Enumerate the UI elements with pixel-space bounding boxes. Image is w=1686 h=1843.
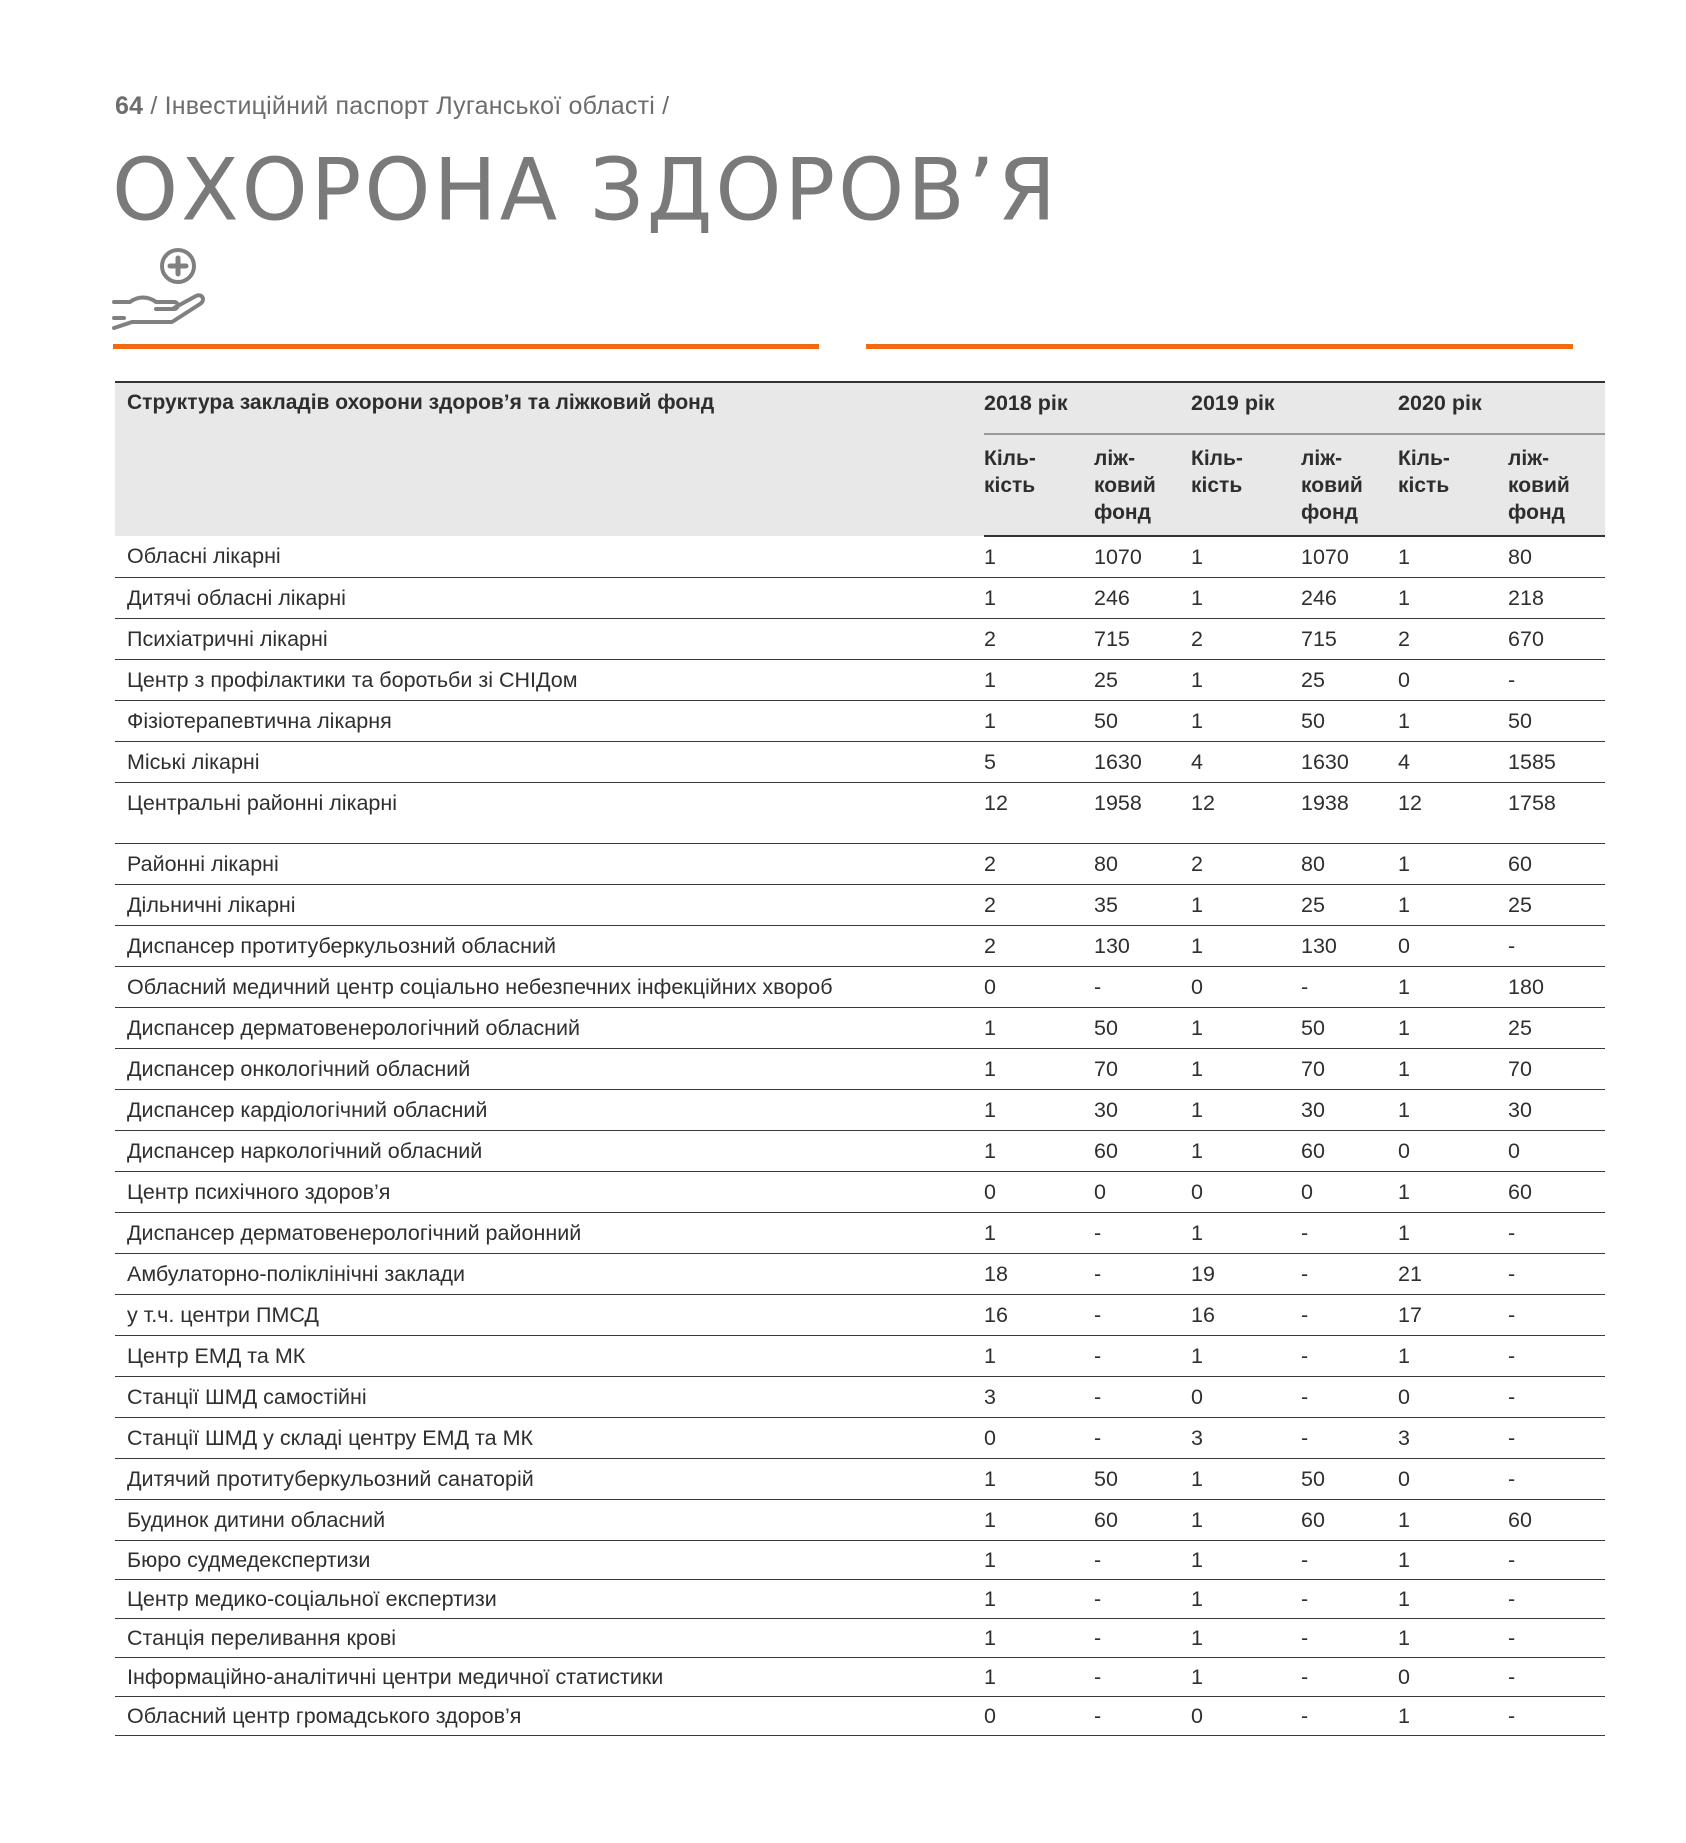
document-title: Інвестиційний паспорт Луганської області [164,92,655,120]
count-2020-cell: 1 [1398,1541,1508,1580]
facility-name-cell: у т.ч. центри ПМСД [115,1295,984,1336]
beds-2018-cell: - [1094,1336,1191,1377]
beds-2020-cell: 1585 [1508,742,1605,783]
beds-2019-cell: 50 [1301,1008,1398,1049]
beds-2020-cell: 80 [1508,536,1605,578]
beds-2018-cell: 70 [1094,1049,1191,1090]
beds-2020-cell: - [1508,926,1605,967]
beds-2019-cell: - [1301,1213,1398,1254]
count-2020-cell: 4 [1398,742,1508,783]
beds-2019-cell: - [1301,1377,1398,1418]
count-2018-cell: 1 [984,1459,1094,1500]
count-2019-cell: 16 [1191,1295,1301,1336]
table-row [115,1254,1605,1295]
page-title: ОХОРОНА ЗДОРОВ’Я [112,140,1059,240]
table-row [115,1500,1605,1541]
count-2020-cell: 1 [1398,967,1508,1008]
count-header: Кіль- кість [1398,434,1508,536]
beds-2018-cell: 0 [1094,1172,1191,1213]
beds-2020-cell: 30 [1508,1090,1605,1131]
beds-2019-cell: 60 [1301,1500,1398,1541]
facility-name-cell: Центр медико-соціальної експертизи [115,1580,984,1619]
count-2018-cell: 1 [984,1131,1094,1172]
beds-2018-cell: - [1094,1580,1191,1619]
count-2020-cell: 1 [1398,536,1508,578]
count-2020-cell: 1 [1398,1213,1508,1254]
table-row [115,1377,1605,1418]
count-2020-cell: 1 [1398,844,1508,885]
beds-2018-cell: 1630 [1094,742,1191,783]
beds-2020-cell: - [1508,1213,1605,1254]
count-2019-cell: 1 [1191,1500,1301,1541]
count-header: Кіль- кість [1191,434,1301,536]
count-2020-cell: 0 [1398,1131,1508,1172]
facility-name-cell: Районні лікарні [115,844,984,885]
table-row [115,660,1605,701]
count-2018-cell: 0 [984,1418,1094,1459]
count-2018-cell: 18 [984,1254,1094,1295]
count-2020-cell: 0 [1398,1459,1508,1500]
facility-name-cell: Фізіотерапевтична лікарня [115,701,984,742]
beds-2020-cell: - [1508,1377,1605,1418]
count-2020-cell: 12 [1398,783,1508,844]
beds-2019-cell: 50 [1301,1459,1398,1500]
facility-name-cell: Дитячий протитуберкульозний санаторій [115,1459,984,1500]
accent-rule-left [113,344,819,349]
count-2019-cell: 0 [1191,1172,1301,1213]
table-row [115,885,1605,926]
beds-2018-cell: - [1094,1619,1191,1658]
count-2019-cell: 12 [1191,783,1301,844]
count-2018-cell: 1 [984,578,1094,619]
facility-name-cell: Психіатричні лікарні [115,619,984,660]
beds-2020-cell: - [1508,1295,1605,1336]
count-2018-cell: 12 [984,783,1094,844]
table-body [115,536,1605,1736]
count-2020-cell: 0 [1398,926,1508,967]
beds-2019-cell: 130 [1301,926,1398,967]
count-2018-cell: 0 [984,967,1094,1008]
beds-2018-cell: - [1094,967,1191,1008]
count-2018-cell: 1 [984,1008,1094,1049]
facility-name-cell: Дитячі обласні лікарні [115,578,984,619]
count-2020-cell: 1 [1398,1090,1508,1131]
beds-2020-cell: - [1508,660,1605,701]
beds-2019-cell: 25 [1301,885,1398,926]
beds-2020-cell: - [1508,1658,1605,1697]
table-row [115,742,1605,783]
count-2020-cell: 1 [1398,1697,1508,1736]
beds-2018-cell: 80 [1094,844,1191,885]
facility-name-cell: Центр психічного здоров’я [115,1172,984,1213]
table-row [115,1541,1605,1580]
beds-2019-cell: 246 [1301,578,1398,619]
page-number: 64 [115,92,144,120]
facility-name-cell: Станція переливання крові [115,1619,984,1658]
count-2018-cell: 2 [984,844,1094,885]
count-2018-cell: 1 [984,1619,1094,1658]
count-2020-cell: 1 [1398,1500,1508,1541]
count-2018-cell: 1 [984,1658,1094,1697]
beds-2018-cell: 246 [1094,578,1191,619]
table-row [115,619,1605,660]
healthcare-facilities-table [115,381,1605,1736]
beds-2019-cell: 70 [1301,1049,1398,1090]
beds-2020-cell: 70 [1508,1049,1605,1090]
accent-rule-right [866,344,1573,349]
header-separator: / [143,92,165,120]
beds-2019-cell: - [1301,1658,1398,1697]
count-2018-cell: 1 [984,536,1094,578]
beds-2019-cell: - [1301,1541,1398,1580]
count-2019-cell: 1 [1191,1090,1301,1131]
beds-2020-cell: - [1508,1459,1605,1500]
table-row [115,1336,1605,1377]
count-2018-cell: 1 [984,660,1094,701]
beds-header: ліж- ковий фонд [1301,434,1398,536]
table-row [115,967,1605,1008]
beds-2019-cell: 1070 [1301,536,1398,578]
beds-2018-cell: - [1094,1213,1191,1254]
year-2019-header: 2019 рік [1191,382,1398,434]
beds-2020-cell: 0 [1508,1131,1605,1172]
table-row [115,1697,1605,1736]
beds-2019-cell: 60 [1301,1131,1398,1172]
beds-2020-cell: 60 [1508,1500,1605,1541]
table-row [115,1295,1605,1336]
beds-2018-cell: 130 [1094,926,1191,967]
count-2019-cell: 1 [1191,1619,1301,1658]
count-2020-cell: 0 [1398,1658,1508,1697]
table-row [115,926,1605,967]
count-2020-cell: 21 [1398,1254,1508,1295]
beds-2019-cell: 1630 [1301,742,1398,783]
beds-2020-cell: 180 [1508,967,1605,1008]
beds-2018-cell: - [1094,1658,1191,1697]
count-2019-cell: 1 [1191,536,1301,578]
beds-2018-cell: - [1094,1697,1191,1736]
table-header-row [115,382,1605,434]
beds-header: ліж- ковий фонд [1094,434,1191,536]
facility-name-cell: Диспансер дерматовенерологічний обласний [115,1008,984,1049]
beds-2020-cell: 60 [1508,1172,1605,1213]
facility-name-cell: Диспансер онкологічний обласний [115,1049,984,1090]
count-2019-cell: 1 [1191,885,1301,926]
count-2020-cell: 1 [1398,701,1508,742]
facility-name-cell: Центральні районні лікарні [115,783,984,844]
table-row [115,1213,1605,1254]
facility-name-cell: Амбулаторно-поліклінічні заклади [115,1254,984,1295]
count-2019-cell: 1 [1191,1336,1301,1377]
count-2020-cell: 1 [1398,1008,1508,1049]
count-2018-cell: 3 [984,1377,1094,1418]
count-2019-cell: 3 [1191,1418,1301,1459]
beds-2020-cell: 670 [1508,619,1605,660]
beds-2020-cell: 218 [1508,578,1605,619]
count-2018-cell: 1 [984,701,1094,742]
beds-header: ліж- ковий фонд [1508,434,1605,536]
beds-2019-cell: 0 [1301,1172,1398,1213]
count-2020-cell: 3 [1398,1418,1508,1459]
facility-name-cell: Обласні лікарні [115,536,984,578]
table-row [115,701,1605,742]
hand-with-medical-cross-icon [112,244,212,330]
count-2019-cell: 1 [1191,1459,1301,1500]
count-2018-cell: 2 [984,926,1094,967]
beds-2018-cell: 50 [1094,1008,1191,1049]
count-2018-cell: 5 [984,742,1094,783]
facility-name-cell: Диспансер дерматовенерологічний районний [115,1213,984,1254]
count-2019-cell: 1 [1191,926,1301,967]
count-2018-cell: 1 [984,1090,1094,1131]
beds-2020-cell: - [1508,1580,1605,1619]
facility-name-cell: Центр з профілактики та боротьби зі СНІДом [115,660,984,701]
count-2018-cell: 0 [984,1172,1094,1213]
facility-name-cell: Диспансер кардіологічний обласний [115,1090,984,1131]
beds-2018-cell: - [1094,1377,1191,1418]
count-2019-cell: 0 [1191,1377,1301,1418]
beds-2020-cell: 60 [1508,844,1605,885]
beds-2019-cell: - [1301,967,1398,1008]
count-2020-cell: 1 [1398,1619,1508,1658]
count-2018-cell: 1 [984,1336,1094,1377]
count-2019-cell: 1 [1191,1580,1301,1619]
beds-2020-cell: - [1508,1336,1605,1377]
beds-2020-cell: - [1508,1619,1605,1658]
count-2019-cell: 1 [1191,1658,1301,1697]
beds-2018-cell: 1070 [1094,536,1191,578]
beds-2019-cell: - [1301,1619,1398,1658]
table-row [115,536,1605,578]
beds-2018-cell: - [1094,1418,1191,1459]
count-2019-cell: 1 [1191,578,1301,619]
running-header [115,92,669,121]
beds-2019-cell: 1938 [1301,783,1398,844]
beds-2018-cell: 1958 [1094,783,1191,844]
count-2020-cell: 1 [1398,1049,1508,1090]
beds-2018-cell: - [1094,1541,1191,1580]
beds-2018-cell: 30 [1094,1090,1191,1131]
beds-2020-cell: - [1508,1541,1605,1580]
beds-2020-cell: - [1508,1697,1605,1736]
facility-name-cell: Станції ШМД у складі центру ЕМД та МК [115,1418,984,1459]
year-2018-header: 2018 рік [984,382,1191,434]
count-header: Кіль- кість [984,434,1094,536]
facility-name-cell: Будинок дитини обласний [115,1500,984,1541]
facility-name-cell: Диспансер протитуберкульозний обласний [115,926,984,967]
beds-2020-cell: 25 [1508,1008,1605,1049]
table-row [115,1459,1605,1500]
facility-name-cell: Станції ШМД самостійні [115,1377,984,1418]
count-2018-cell: 1 [984,1580,1094,1619]
beds-2020-cell: - [1508,1418,1605,1459]
count-2019-cell: 1 [1191,1131,1301,1172]
table-row [115,578,1605,619]
beds-2018-cell: 50 [1094,701,1191,742]
count-2019-cell: 19 [1191,1254,1301,1295]
beds-2018-cell: 25 [1094,660,1191,701]
beds-2020-cell: 25 [1508,885,1605,926]
facility-name-cell: Центр ЕМД та МК [115,1336,984,1377]
beds-2018-cell: 60 [1094,1131,1191,1172]
facility-name-cell: Обласний медичний центр соціально небезпечних інфекційних хвороб [115,967,984,1008]
beds-2019-cell: 715 [1301,619,1398,660]
beds-2019-cell: - [1301,1418,1398,1459]
count-2018-cell: 1 [984,1049,1094,1090]
count-2020-cell: 2 [1398,619,1508,660]
table-row [115,1131,1605,1172]
header-trail: / [654,92,670,120]
facility-name-cell: Бюро судмедекспертизи [115,1541,984,1580]
count-2020-cell: 1 [1398,578,1508,619]
beds-2018-cell: 50 [1094,1459,1191,1500]
count-2018-cell: 1 [984,1213,1094,1254]
beds-2019-cell: - [1301,1254,1398,1295]
table-row [115,1580,1605,1619]
count-2020-cell: 17 [1398,1295,1508,1336]
beds-2019-cell: - [1301,1697,1398,1736]
count-2019-cell: 1 [1191,1049,1301,1090]
count-2018-cell: 2 [984,885,1094,926]
count-2019-cell: 0 [1191,1697,1301,1736]
count-2020-cell: 1 [1398,1336,1508,1377]
beds-2020-cell: - [1508,1254,1605,1295]
beds-2019-cell: 80 [1301,844,1398,885]
table-row [115,1172,1605,1213]
table-row [115,783,1605,844]
count-2019-cell: 4 [1191,742,1301,783]
count-2018-cell: 16 [984,1295,1094,1336]
count-2020-cell: 1 [1398,1580,1508,1619]
beds-2018-cell: - [1094,1254,1191,1295]
table-row [115,844,1605,885]
table-row [115,1049,1605,1090]
count-2018-cell: 1 [984,1500,1094,1541]
count-2019-cell: 2 [1191,844,1301,885]
beds-2018-cell: - [1094,1295,1191,1336]
beds-2018-cell: 60 [1094,1500,1191,1541]
table-row [115,1008,1605,1049]
beds-2020-cell: 1758 [1508,783,1605,844]
beds-2019-cell: - [1301,1336,1398,1377]
beds-2019-cell: - [1301,1580,1398,1619]
facility-name-cell: Обласний центр громадського здоров’я [115,1697,984,1736]
table-row [115,1619,1605,1658]
beds-2018-cell: 35 [1094,885,1191,926]
facility-name-cell: Дільничні лікарні [115,885,984,926]
beds-2019-cell: - [1301,1295,1398,1336]
count-2018-cell: 1 [984,1541,1094,1580]
facility-name-cell: Інформаційно-аналітичні центри медичної статистики [115,1658,984,1697]
count-2019-cell: 1 [1191,1541,1301,1580]
count-2019-cell: 0 [1191,967,1301,1008]
count-2018-cell: 2 [984,619,1094,660]
table-row [115,1418,1605,1459]
beds-2018-cell: 715 [1094,619,1191,660]
beds-2019-cell: 25 [1301,660,1398,701]
count-2019-cell: 1 [1191,1008,1301,1049]
count-2020-cell: 1 [1398,885,1508,926]
count-2020-cell: 1 [1398,1172,1508,1213]
count-2019-cell: 1 [1191,701,1301,742]
beds-2019-cell: 50 [1301,701,1398,742]
count-2020-cell: 0 [1398,1377,1508,1418]
count-2020-cell: 0 [1398,660,1508,701]
table-title: Структура закладів охорони здоров’я та ліжковий фонд [115,382,984,536]
count-2019-cell: 1 [1191,1213,1301,1254]
year-2020-header: 2020 рік [1398,382,1605,434]
count-2019-cell: 2 [1191,619,1301,660]
table-row [115,1090,1605,1131]
table-row [115,1658,1605,1697]
beds-2019-cell: 30 [1301,1090,1398,1131]
count-2018-cell: 0 [984,1697,1094,1736]
facility-name-cell: Міські лікарні [115,742,984,783]
beds-2020-cell: 50 [1508,701,1605,742]
count-2019-cell: 1 [1191,660,1301,701]
facility-name-cell: Диспансер наркологічний обласний [115,1131,984,1172]
